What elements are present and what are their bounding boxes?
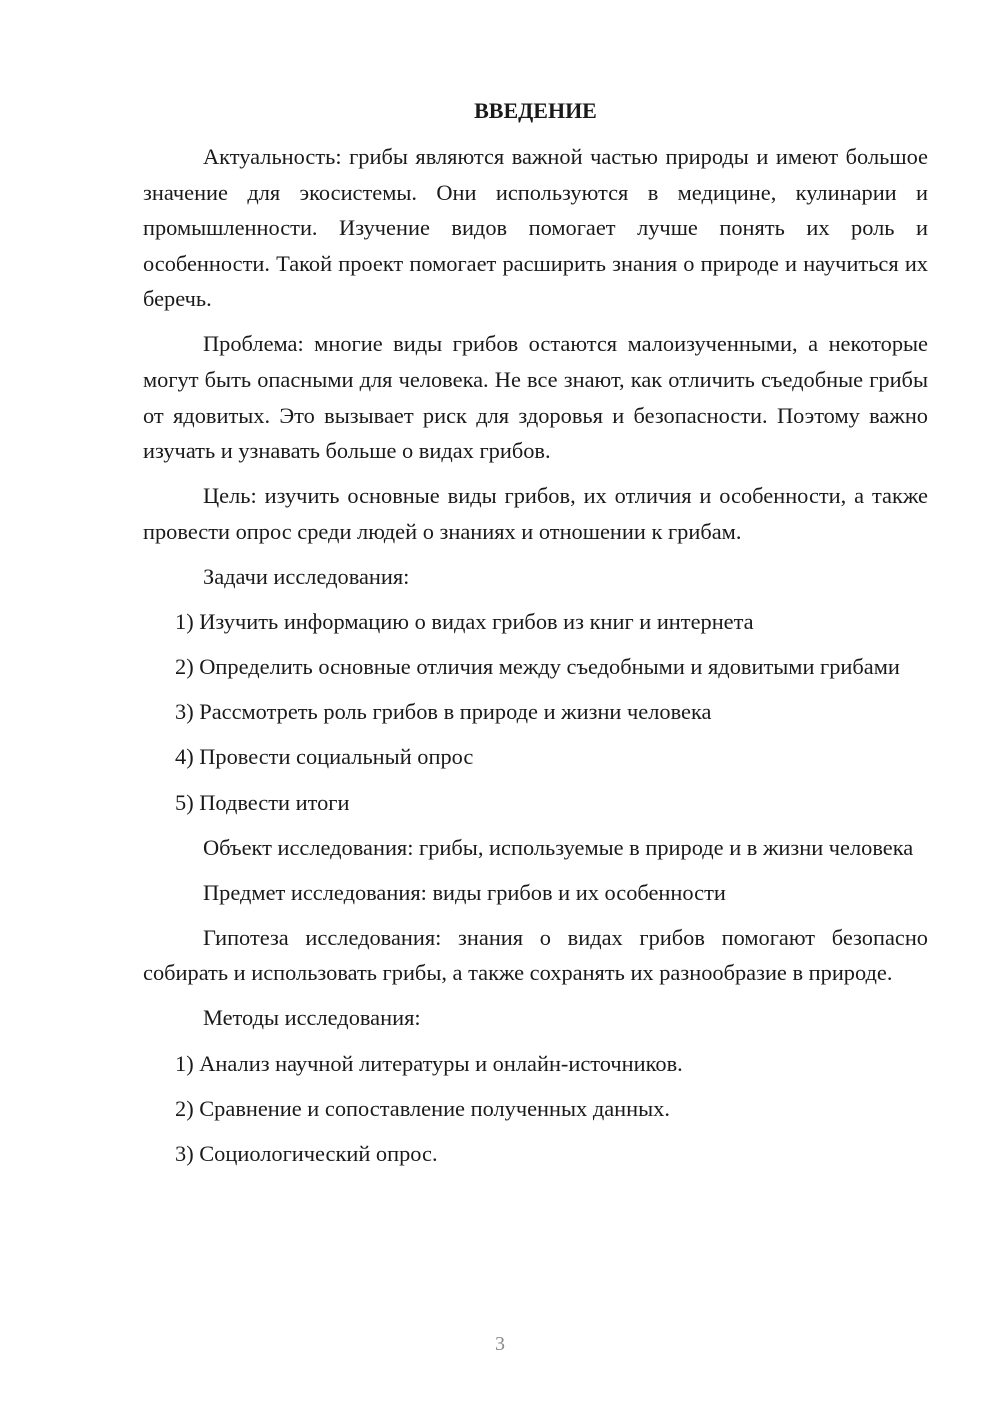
tasks-list [143, 604, 928, 820]
document-page [143, 92, 928, 1181]
methods-list [143, 1046, 928, 1172]
problem-paragraph: Проблема: многие виды грибов остаются малоизученными, а некоторые могут быть опасными для человека. Не все знают, как отличить съедобные грибы от ядовитых. Это вызывает риск для здоровья и безопасности. Поэтому важно изучать и узнавать больше о видах грибов. [143, 331, 928, 464]
tasks-heading: Задачи исследования: [203, 564, 410, 590]
page-number: 3 [495, 1333, 505, 1355]
list-item: 4) Провести социальный опрос [175, 744, 474, 770]
goal-paragraph: Цель: изучить основные виды грибов, их отличия и особенности, а также провести опрос среди людей о знаниях и отношении к грибам. [143, 483, 928, 544]
list-item: 1) Изучить информацию о видах грибов из книг и интернета [175, 609, 754, 635]
subject-paragraph: Предмет исследования: виды грибов и их особенности [203, 879, 726, 905]
list-item: 2) Сравнение и сопоставление полученных данных. [175, 1095, 670, 1121]
list-item: 1) Анализ научной литературы и онлайн-источников. [175, 1050, 683, 1076]
list-item: 5) Подвести итоги [175, 789, 350, 815]
list-item: 3) Социологический опрос. [175, 1140, 438, 1166]
object-paragraph: Объект исследования: грибы, используемые в природе и в жизни человека [203, 834, 914, 860]
actuality-paragraph: Актуальность: грибы являются важной частью природы и имеют большое значение для экосистемы. Они используются в медицине, кулинарии и промышленности. Изучение видов помогает лучше понять их роль и особенности. Такой проект помогает расширить знания о природе и научиться их беречь. [143, 144, 928, 312]
page-title: ВВЕДЕНИЕ [474, 98, 597, 123]
methods-heading: Методы исследования: [203, 1005, 421, 1031]
list-item: 2) Определить основные отличия между съедобными и ядовитыми грибами [175, 654, 900, 680]
hypothesis-paragraph: Гипотеза исследования: знания о видах грибов помогают безопасно собирать и использовать грибы, а также сохранять их разнообразие в природе. [143, 924, 928, 986]
list-item: 3) Рассмотреть роль грибов в природе и жизни человека [175, 699, 712, 725]
